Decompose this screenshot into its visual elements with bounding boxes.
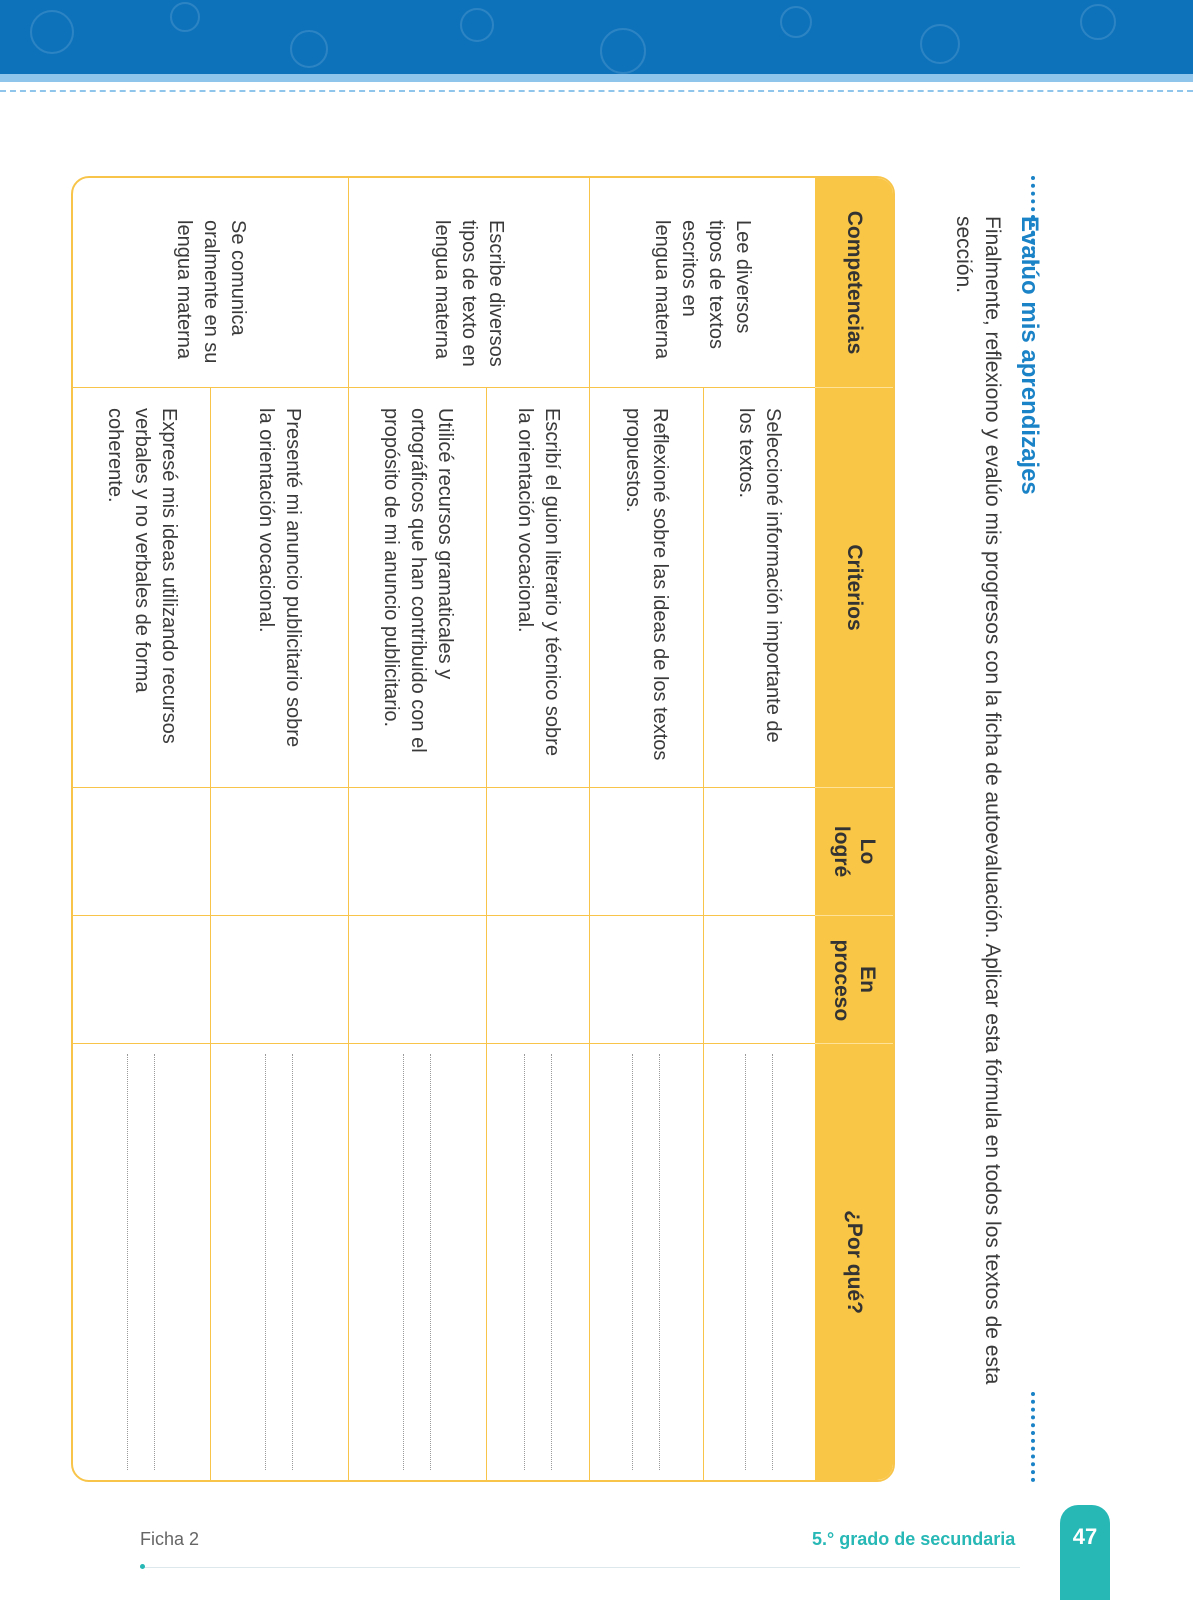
dotted-ornament <box>1031 1392 1035 1482</box>
header-lo-logre <box>815 788 893 916</box>
footer-ficha: Ficha 2 <box>140 1529 200 1549</box>
lo-logre-cell[interactable] <box>210 788 348 916</box>
en-proceso-cell[interactable] <box>486 916 589 1044</box>
writing-line <box>524 1054 525 1470</box>
writing-line <box>551 1054 552 1470</box>
lo-logre-cell[interactable] <box>348 788 486 916</box>
header-competencias: Competencias <box>815 178 893 388</box>
doodle-decoration <box>290 30 328 68</box>
criterio-cell: Expresé mis ideas utilizando recursos verbales y no verbales de forma coherente. <box>73 388 210 788</box>
table-row <box>210 178 348 1480</box>
doodle-decoration <box>600 28 646 74</box>
en-proceso-cell[interactable] <box>703 916 815 1044</box>
en-proceso-cell[interactable] <box>210 916 348 1044</box>
criterio-cell: Utilicé recursos gramaticales y ortográficos que han contribuido con el propósito de mi anuncio publicitario. <box>348 388 486 788</box>
criterio-cell: Seleccioné información importante de los textos. <box>703 388 815 788</box>
doodle-decoration <box>780 6 812 38</box>
lo-logre-cell[interactable] <box>703 788 815 916</box>
page-number-tab <box>1060 1505 1110 1600</box>
header-en-proceso <box>815 916 893 1044</box>
header-criterios: Criterios <box>815 388 893 788</box>
doodle-decoration <box>30 10 74 54</box>
section-title: Evalúo mis aprendizajes <box>1016 216 1043 495</box>
competencia-cell: Escribe diversos tipos de texto en lengua materna <box>348 178 589 388</box>
footer-dot <box>140 1564 145 1569</box>
doodle-decoration <box>1080 4 1116 40</box>
criterio-cell: Presenté mi anuncio publicitario sobre la orientación vocacional. <box>210 388 348 788</box>
section-intro: Finalmente, reflexiono y evalúo mis progresos con la ficha de autoevaluación. Aplicar esta fórmula en todos los textos de esta sección. <box>952 216 1004 1385</box>
por-que-cell[interactable] <box>486 1044 589 1480</box>
writing-line <box>155 1054 156 1470</box>
footer-grado: 5.° grado de secundaria <box>812 1529 1016 1549</box>
writing-line <box>128 1054 129 1470</box>
competencia-cell: Se comunica oralmente en su lengua materna <box>73 178 348 388</box>
writing-line <box>431 1054 432 1470</box>
writing-line <box>293 1054 294 1470</box>
por-que-cell[interactable] <box>73 1044 210 1480</box>
en-proceso-cell[interactable] <box>73 916 210 1044</box>
table-row <box>486 178 589 1480</box>
footer-rule <box>140 1567 1020 1568</box>
writing-line <box>746 1054 747 1470</box>
page-number: 47 <box>1072 1524 1098 1549</box>
self-evaluation-table <box>71 176 895 1482</box>
competencia-cell: Lee diversos tipos de textos escritos en lengua materna <box>589 178 815 388</box>
writing-line <box>633 1054 634 1470</box>
en-proceso-cell[interactable] <box>348 916 486 1044</box>
writing-line <box>404 1054 405 1470</box>
por-que-cell[interactable] <box>210 1044 348 1480</box>
header-lo-logre-label: Lo logré <box>830 825 879 878</box>
criterio-cell: Escribí el guion literario y técnico sobre la orientación vocacional. <box>486 388 589 788</box>
por-que-cell[interactable] <box>348 1044 486 1480</box>
criterio-cell: Reflexioné sobre las ideas de los textos propuestos. <box>589 388 703 788</box>
lo-logre-cell[interactable] <box>486 788 589 916</box>
doodle-decoration <box>920 24 960 64</box>
header-en-proceso-label: En proceso <box>830 939 879 1022</box>
table-header-row <box>815 178 893 1480</box>
header-band <box>0 0 1193 74</box>
por-que-cell[interactable] <box>703 1044 815 1480</box>
writing-line <box>773 1054 774 1470</box>
writing-line <box>660 1054 661 1470</box>
doodle-decoration <box>170 2 200 32</box>
por-que-cell[interactable] <box>589 1044 703 1480</box>
header-stripe <box>0 74 1193 82</box>
table-row <box>703 178 815 1480</box>
lo-logre-cell[interactable] <box>73 788 210 916</box>
doodle-decoration <box>460 8 494 42</box>
header-por-que: ¿Por qué? <box>815 1044 893 1480</box>
writing-line <box>266 1054 267 1470</box>
header-dashed-line <box>0 90 1193 92</box>
en-proceso-cell[interactable] <box>589 916 703 1044</box>
rotated-content <box>104 176 1103 1482</box>
lo-logre-cell[interactable] <box>589 788 703 916</box>
